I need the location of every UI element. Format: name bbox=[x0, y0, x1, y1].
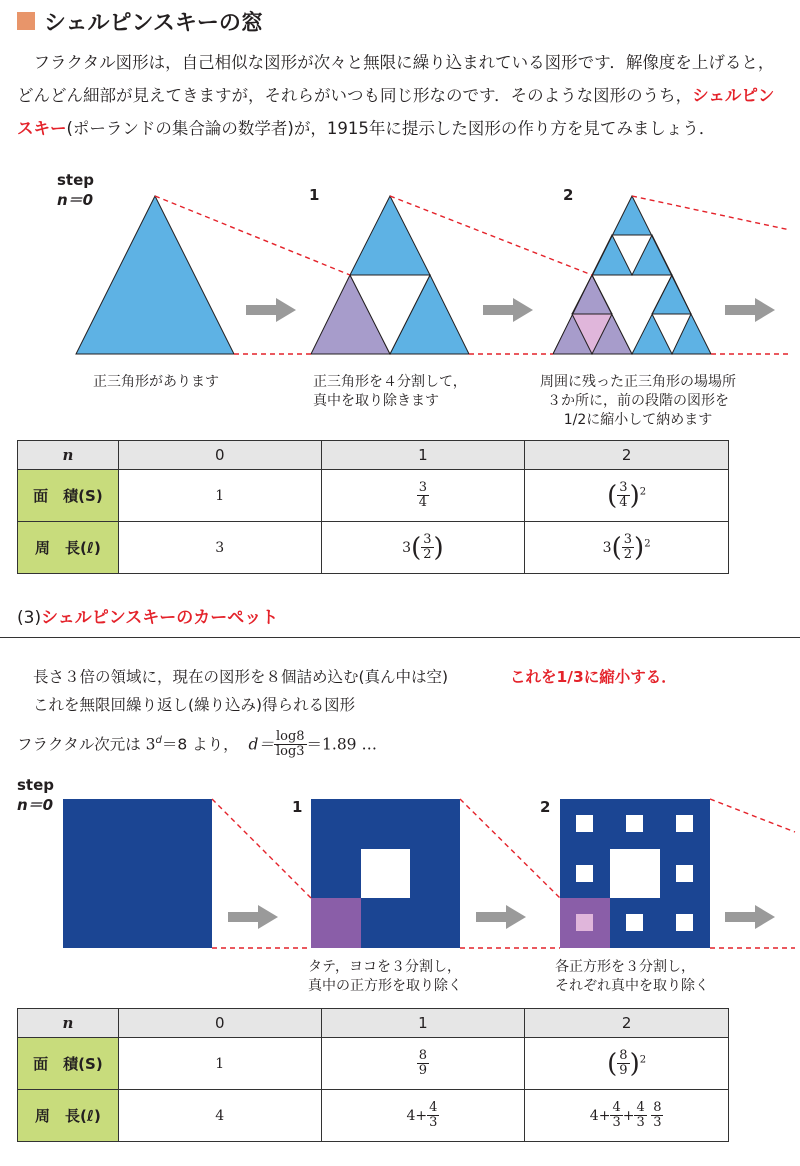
tri-caption-2: 周囲に残った正三角形の場場所 ３か所に，前の段階の図形を 1/2に縮小して納めます bbox=[540, 374, 736, 428]
intro-highlight: シェルピンスキー bbox=[17, 86, 775, 138]
table-row-area: 面 積(S) 1 $\frac{8}{9}$ ( $\frac{8}{9}$ )$^2$ bbox=[18, 1038, 729, 1090]
title-marker bbox=[17, 12, 35, 30]
tri-step2 bbox=[553, 196, 711, 354]
arrow-icon bbox=[228, 905, 278, 929]
tri-step2-label: 2 bbox=[563, 186, 574, 204]
arrow-icon bbox=[246, 298, 296, 322]
tri-arrows bbox=[246, 298, 775, 322]
tri-caption-1: 正三角形を４分割して， 真中を取り除きます bbox=[313, 374, 467, 409]
tri-caption-0: 正三角形があります bbox=[93, 374, 219, 390]
carpet-figure bbox=[0, 790, 800, 960]
carpet-step1 bbox=[311, 799, 460, 948]
arrow-icon bbox=[483, 298, 533, 322]
section-heading: (3)シェルピンスキーのカーペット bbox=[17, 608, 279, 628]
carpet-caption-1: タテ，ヨコを３分割し， 真中の正方形を取り除く bbox=[308, 959, 462, 994]
triangle-table bbox=[17, 440, 729, 574]
table-row-area: 面 積(S) 1 $\frac{3}{4}$ ( $\frac{3}{4}$ )$^2$ bbox=[18, 470, 729, 522]
carpet-line-1: 長さ３倍の領域に，現在の図形を８個詰め込む(真ん中は空) bbox=[33, 668, 449, 686]
table-row-perimeter: 周 長(ℓ) 4 4+ $\frac{4}{3}$ 4+ $\frac{4}{3}$ + $\frac{4}{3}$ $\frac{8}{3}$ bbox=[18, 1090, 729, 1142]
table-header-row: n 0 1 2 bbox=[18, 1009, 729, 1038]
carpet-step2 bbox=[560, 799, 710, 948]
carpet-caption-2: 各正方形を３分割し， それぞれ真中を取り除く bbox=[555, 959, 709, 994]
intro-text-2: (ポーランドの集合論の数学者)が，1915年に提示した図形の作り方を見てみましょう． bbox=[66, 119, 716, 138]
arrow-icon bbox=[725, 905, 775, 929]
tri-step1 bbox=[311, 196, 469, 354]
arrow-icon bbox=[725, 298, 775, 322]
arrow-icon bbox=[476, 905, 526, 929]
fractal-dimension: フラクタル次元は $3^d=8$ より， d＝ $\frac{\log 8}{\log 3}$ ＝1.89 … bbox=[17, 729, 377, 760]
tri-step-label: step n＝0 bbox=[57, 171, 95, 209]
carpet-step-label: step n＝0 bbox=[17, 776, 55, 814]
carpet-step1-label: 1 bbox=[292, 798, 303, 816]
carpet-line-1-red: これを1/3に縮小する． bbox=[510, 668, 677, 686]
tri-step1-label: 1 bbox=[309, 186, 320, 204]
tri-step0 bbox=[76, 196, 234, 354]
carpet-line-2: これを無限回繰り返し(繰り込み)得られる図形 bbox=[33, 696, 356, 714]
section-divider bbox=[0, 637, 800, 638]
carpet-table bbox=[17, 1008, 729, 1142]
intro-text-1: フラクタル図形は，自己相似な図形が次々と無限に繰り込まれている図形です．解像度を上げると，どんどん細部が見えてきますが，それらがいつも同じ形なのです．そのような図形のうち， bbox=[17, 53, 775, 105]
table-row-perimeter: 周 長(ℓ) 3 3( $\frac{3}{2}$ ) 3( $\frac{3}{2}$ )$^2$ bbox=[18, 522, 729, 574]
triangle-figure bbox=[0, 190, 800, 370]
carpet-step0 bbox=[63, 799, 212, 948]
carpet-step2-label: 2 bbox=[540, 798, 551, 816]
intro-paragraph bbox=[17, 46, 787, 145]
page-title: シェルピンスキーの窓 bbox=[44, 11, 263, 36]
table-header-row: n 0 1 2 bbox=[18, 441, 729, 470]
